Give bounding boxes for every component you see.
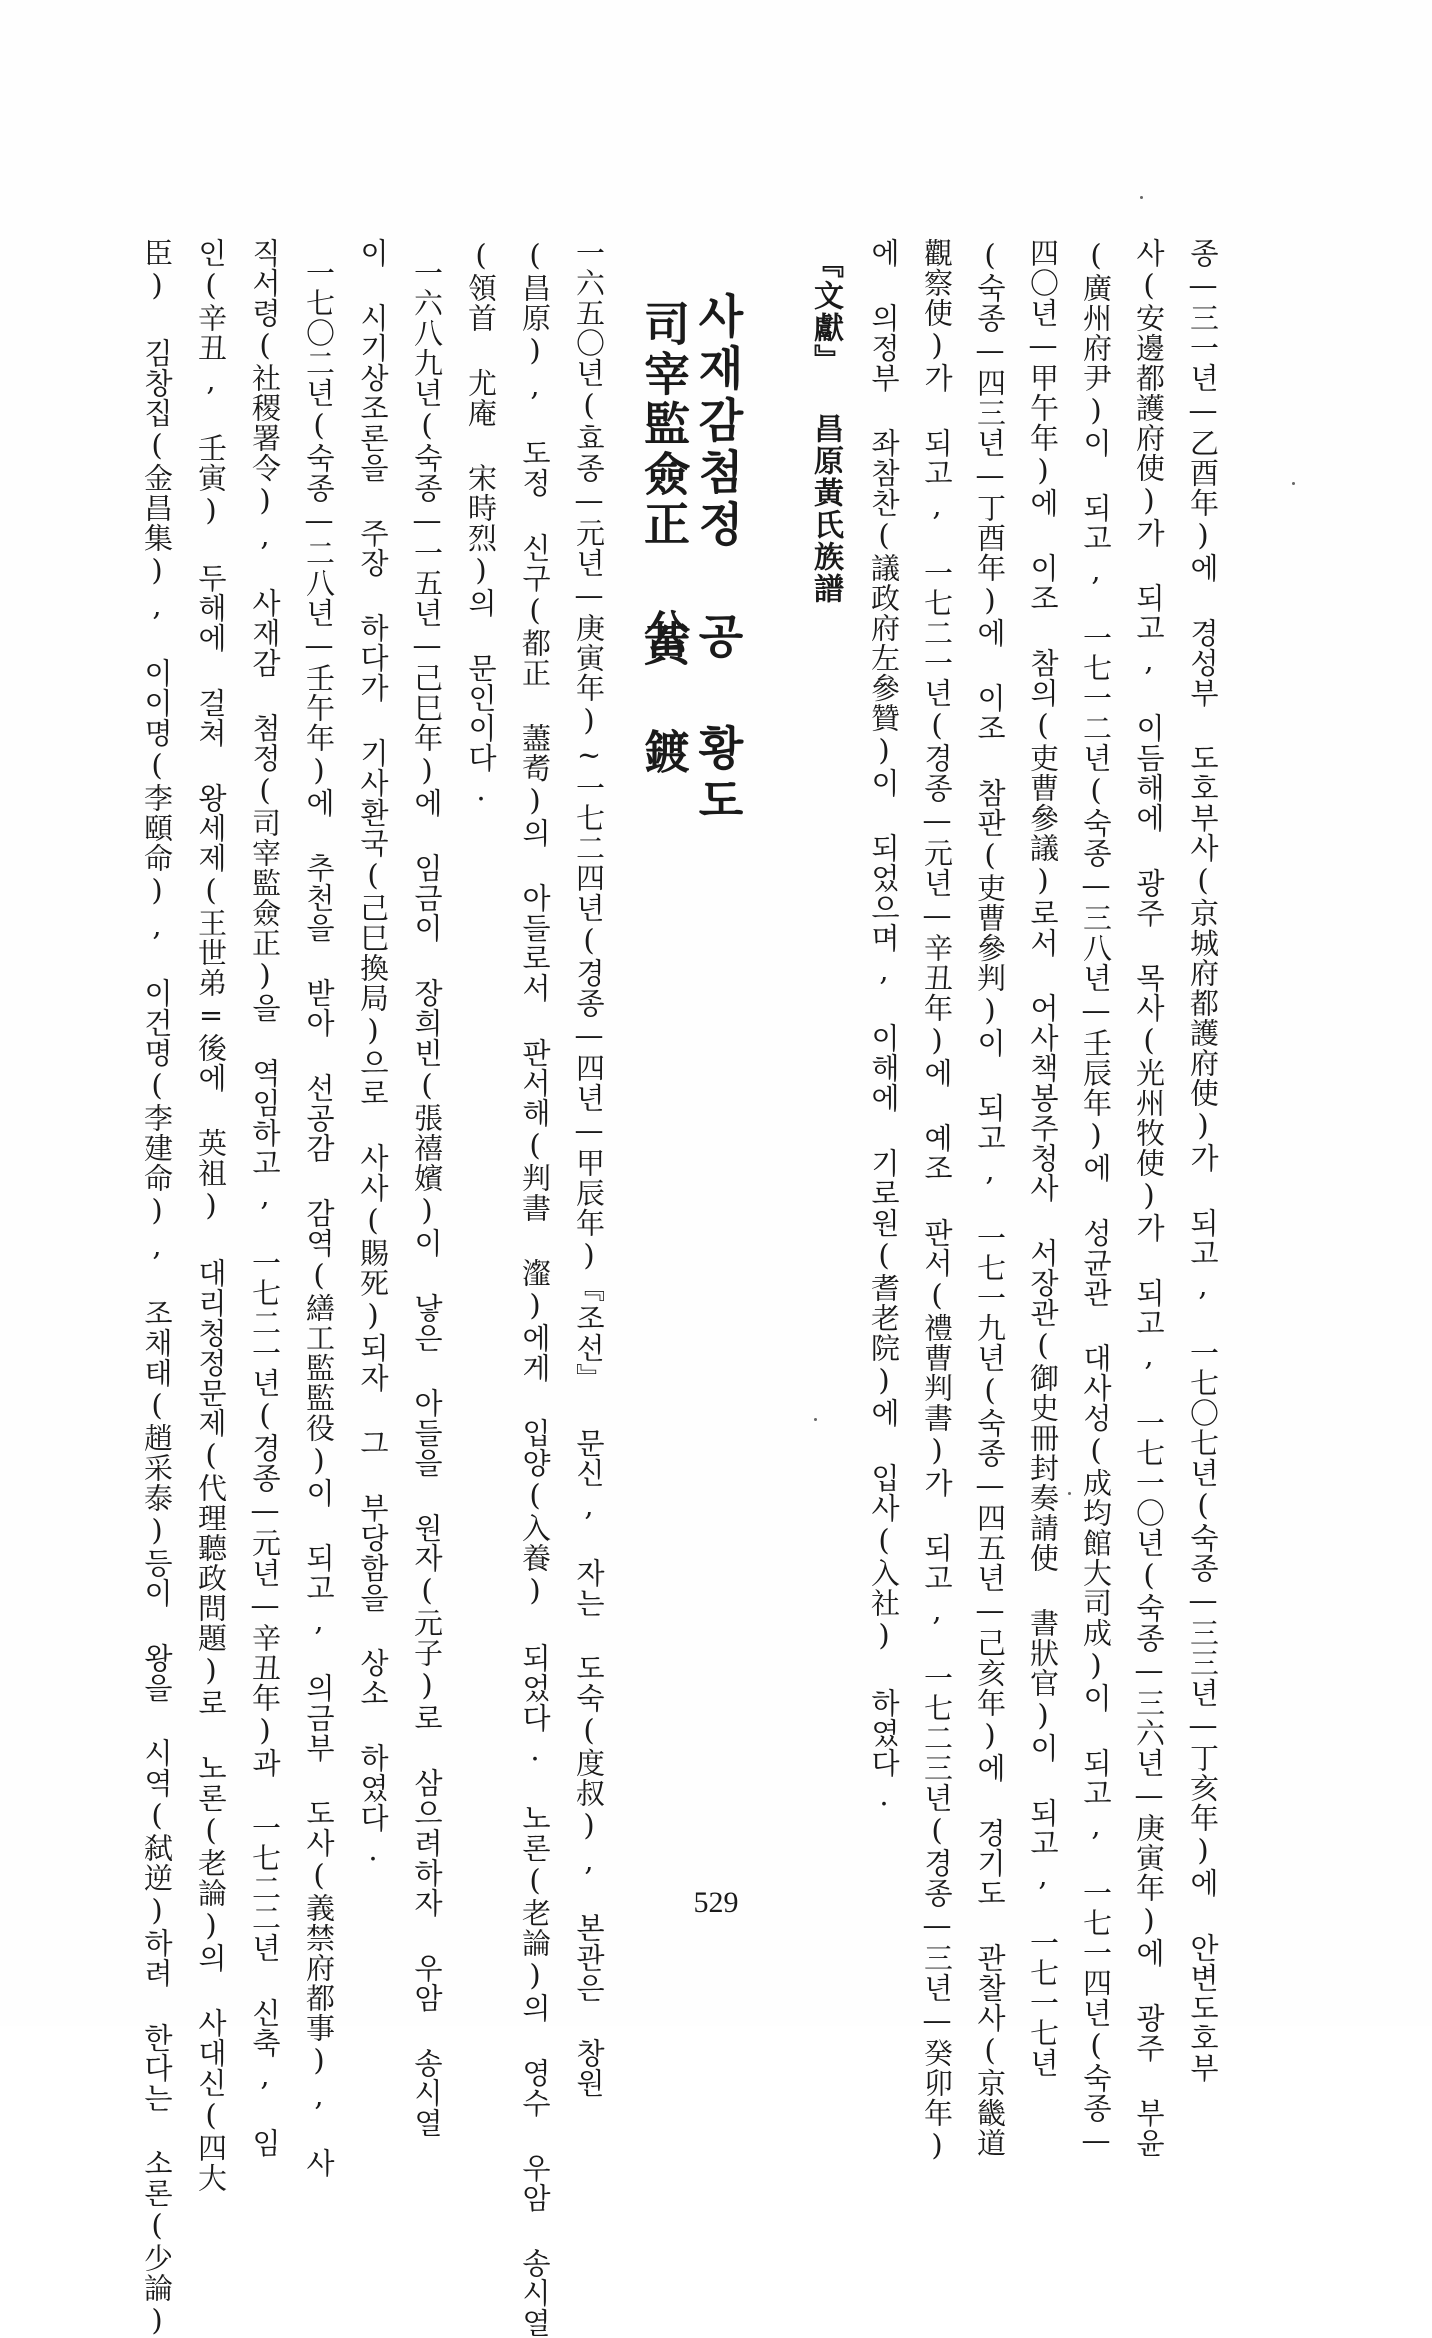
- section2-line-2: (昌原), 도정 신구(都正 藎耉)의 아들로서 판서해(判書 瀣)에게 입양(入養) 되었다. 노론(老論)의 영수 우암 송시열: [518, 238, 552, 2338]
- section1-line-6: 觀察使)가 되고, 一七二一년(경종—元년—辛丑年)에 예조 판서(禮曹判書)가 되고, 一七二三년(경종—三년—癸卯年): [920, 238, 954, 2163]
- section-heading-hanja-2: 黃 鍍: [637, 620, 691, 778]
- section2-line-3: (領首 尤庵 宋時烈)의 문인이다.: [464, 238, 498, 808]
- section-heading-hanja-1: 司宰監僉正 公: [637, 300, 691, 658]
- section1-line-5: (숙종—四三년—丁酉年)에 이조 참판(吏曹參判)이 되고, 一七一九년(숙종—四五년—己亥年)에 경기도 관찰사(京畿道: [973, 238, 1007, 2158]
- section1-source: 『文獻』 昌原黃氏族譜: [808, 248, 843, 605]
- section1-line-7: 에 의정부 좌참찬(議政府左參贊)이 되었으며, 이해에 기로원(耆老院)에 입사(入社) 하였다.: [867, 238, 901, 1813]
- section2-line-5: 이 시기상조론을 주장 하다가 기사환국(己巳換局)으로 사사(賜死)되자 그 부당함을 상소 하였다.: [356, 238, 390, 1868]
- section2-line-6: 一七〇二년(숙종—二八년—壬午年)에 추천을 받아 선공감 감역(繕工監監役)이 되고, 의금부 도사(義禁府都事), 사: [302, 258, 336, 2178]
- section2-line-7: 직서령(社稷署令), 사재감 첨정(司宰監僉正)을 역임하고, 一七二一년(경종—元년—辛丑年)과 一七二二년 신축, 임: [248, 238, 282, 2158]
- section2-line-1: 一六五〇년(효종—元년—庚寅年)~一七二四년(경종—四년—甲辰年)『조선』 문신, 자는 도숙(度叔), 본관은 창원: [572, 238, 606, 2098]
- section1-line-1: 종—三一년—乙酉年)에 경성부 도호부사(京城府都護府使)가 되고, 一七〇七년(숙종—三三년—丁亥年)에 안변도호부: [1186, 238, 1220, 2083]
- section1-line-4: 四〇년—甲午年)에 이조 참의(吏曹參議)로서 어사책봉주청사 서장관(御史冊封奏請使 書狀官)이 되고, 一七一七년: [1026, 238, 1060, 2078]
- scan-speck: [814, 1418, 817, 1421]
- page-number: 529: [693, 1886, 739, 1919]
- section1-line-3: (廣州府尹)이 되고, 一七一二년(숙종—三八년—壬辰年)에 성균관 대사성(成均館大司成)이 되고, 一七一四년(숙종—: [1079, 238, 1113, 2158]
- scan-speck: [1068, 1492, 1071, 1495]
- section2-line-8: 인(辛丑, 壬寅) 두해에 걸쳐 왕세제(王世弟=後에 英祖) 대리청정문제(代理聽政問題)로 노론(老論)의 사대신(四大: [194, 238, 228, 2193]
- section2-line-4: 一六八九년(숙종—一五년—己巳年)에 임금이 장희빈(張禧嬪)이 낳은 아들을 원자(元子)로 삼으려하자 우암 송시열: [410, 258, 444, 2138]
- scan-speck: [1140, 196, 1143, 199]
- section2-line-9: 臣) 김창집(金昌集), 이이명(李頤命), 이건명(李建命), 조채태(趙采泰)등이 왕을 시역(弑逆)하려 한다는 소론(少論): [140, 238, 174, 2338]
- section-heading-hangul: 사재감첨정 공 황도: [691, 292, 745, 828]
- scan-speck: [1292, 482, 1295, 485]
- section1-line-2: 사(安邊都護府使)가 되고, 이듬해에 광주 목사(光州牧使)가 되고, 一七一〇년(숙종—三六년—庚寅年)에 광주 부윤: [1132, 238, 1166, 2158]
